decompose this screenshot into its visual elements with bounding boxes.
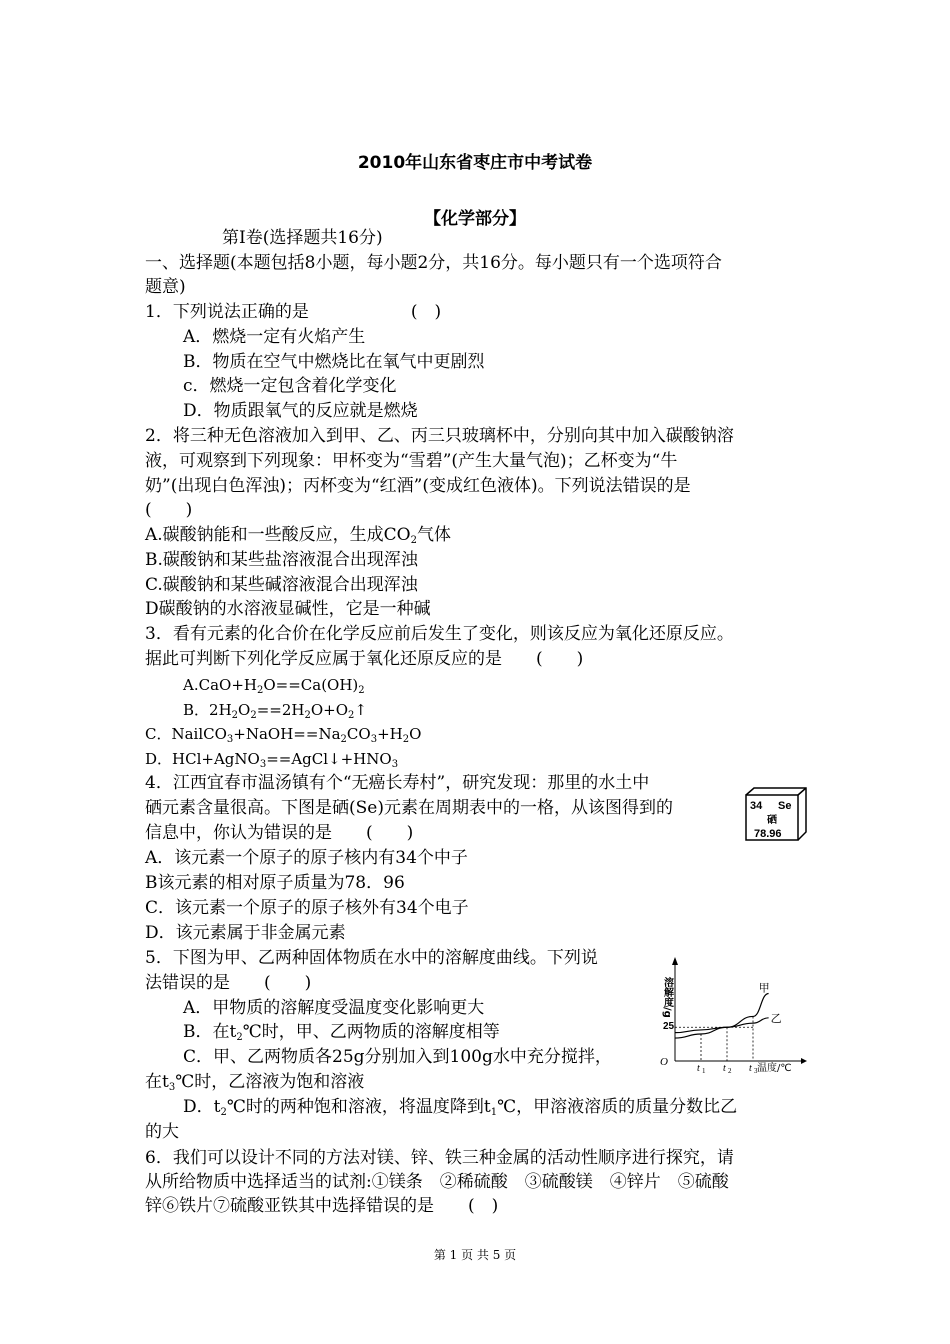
q2-option-b: B.碳酸钠和某些盐溶液混合出现浑浊 <box>145 550 418 570</box>
q2-stem-2: 液，可观察到下列现象：甲杯变为“雪碧”(产生大量气泡)；乙杯变为“牛 <box>145 451 678 471</box>
part-label: 第Ⅰ卷(选择题共16分) <box>222 228 383 248</box>
q2-stem-4: ( ) <box>145 500 193 520</box>
x-tick-t2: t <box>723 1063 726 1073</box>
y-tick-25: 25 <box>663 1021 675 1032</box>
instructions-line-2: 题意) <box>145 277 186 297</box>
q4-option-a: A．该元素一个原子的原子核内有34个中子 <box>145 848 468 868</box>
q6-stem-1: 6．我们可以设计不同的方法对镁、锌、铁三种金属的活动性顺序进行探究，请 <box>145 1148 734 1168</box>
x-tick-sub-2: 2 <box>728 1067 732 1073</box>
tile-edge <box>798 788 806 795</box>
x-tick-sub-1: 1 <box>702 1067 706 1073</box>
tile-atomic-mass: 78.96 <box>754 828 782 840</box>
q1-option-c: c．燃烧一定包含着化学变化 <box>183 376 397 396</box>
q5-option-c-1: C．甲、乙两物质各25g分别加入到100g水中充分搅拌， <box>183 1047 612 1067</box>
curve-yi <box>675 1018 769 1033</box>
exam-title: 2010年山东省枣庄市中考试卷 <box>357 153 593 173</box>
y-axis-label: 溶解度/g <box>661 977 673 1018</box>
x-axis-label: 温度/℃ <box>757 1063 792 1073</box>
q2-option-c: C.碳酸钠和某些碱溶液混合出现浑浊 <box>145 575 418 595</box>
q3-option-c: C．$NailCO_3+NaOH==Na_2CO_3+H_2O$ <box>145 725 422 745</box>
origin-label: O <box>660 1056 668 1068</box>
x-axis-arrow <box>801 1058 807 1064</box>
q4-option-b: B该元素的相对原子质量为78．96 <box>145 873 405 893</box>
q3-stem-1: 3．看有元素的化合价在化学反应前后发生了变化，则该反应为氧化还原反应。 <box>145 624 734 644</box>
page-footer: 第 1 页 共 5 页 <box>433 1248 517 1262</box>
q1-option-a: A．燃烧一定有火焰产生 <box>183 327 366 347</box>
q5-stem-1: 5．下图为甲、乙两种固体物质在水中的溶解度曲线。下列说 <box>145 948 598 968</box>
q5-option-b: B．在$t_2℃$时，甲、乙两物质的溶解度相等 <box>183 1022 500 1043</box>
instructions-line-1: 一、选择题(本题包括8小题，每小题2分，共16分。每小题只有一个选项符合 <box>145 253 722 273</box>
section-title: 【化学部分】 <box>424 209 526 229</box>
q5-option-d-1: D．$t_2℃$时的两种饱和溶液，将温度降到$t_1℃$，甲溶液溶质的质量分数比乙 <box>183 1097 738 1118</box>
q3-option-b: B．$2H_2O_2==2H_2O+O_2↑$ <box>183 701 367 721</box>
series-label-yi: 乙 <box>770 1011 782 1025</box>
q4-stem-2: 硒元素含量很高。下图是硒(Se)元素在周期表中的一格，从该图得到的 <box>145 798 673 818</box>
q2-option-d: D碳酸钠的水溶液显碱性，它是一种碱 <box>145 599 431 619</box>
tile-atomic-number: 34 <box>750 800 763 812</box>
q3-stem-2: 据此可判断下列化学反应属于氧化还原反应的是 ( ) <box>145 649 584 669</box>
tile-element-name: 硒 <box>767 815 777 826</box>
series-label-jia: 甲 <box>758 981 770 995</box>
solubility-curve-chart <box>657 955 807 1073</box>
q2-option-a: A.碳酸钠能和一些酸反应，生成$CO_2$气体 <box>145 525 451 546</box>
q2-stem-1: 2．将三种无色溶液加入到甲、乙、丙三只玻璃杯中，分别向其中加入碳酸钠溶 <box>145 426 734 446</box>
q5-option-c-2: 在$t_3℃$时，乙溶液为饱和溶液 <box>145 1072 365 1093</box>
q4-option-c: C．该元素一个原子的原子核外有34个电子 <box>145 898 469 918</box>
q5-option-d-2: 的大 <box>145 1122 179 1142</box>
q5-stem-2: 法错误的是 ( ) <box>145 973 312 993</box>
q4-option-d: D．该元素属于非金属元素 <box>145 923 346 943</box>
q2-stem-3: 奶”(出现白色浑浊)；丙杯变为“红酒”(变成红色液体)。下列说法错误的是 <box>145 476 691 496</box>
selenium-element-tile <box>745 787 807 841</box>
q3-option-a: $A.CaO+H_2O==Ca(OH)_2$ <box>183 676 365 696</box>
q1-stem: 1．下列说法正确的是 ( ) <box>145 302 442 322</box>
q4-stem-1: 4．江西宜春市温汤镇有个“无癌长寿村”，研究发现：那里的水土中 <box>145 773 650 793</box>
x-tick-t1: t <box>697 1063 700 1073</box>
q1-option-b: B．物质在空气中燃烧比在氧气中更剧烈 <box>183 352 485 372</box>
q3-option-d: D．$HCl+AgNO_3==AgCl↓+HNO_3$ <box>145 750 399 770</box>
y-axis-arrow <box>672 957 678 965</box>
q6-stem-2: 从所给物质中选择适当的试剂:①镁条 ②稀硫酸 ③硫酸镁 ④锌片 ⑤硫酸 <box>145 1172 729 1192</box>
x-tick-sub-3: 3 <box>754 1067 758 1073</box>
x-tick-t3: t <box>749 1063 752 1073</box>
q1-option-d: D．物质跟氧气的反应就是燃烧 <box>183 401 418 421</box>
q4-stem-3: 信息中，你认为错误的是 ( ) <box>145 823 414 843</box>
tile-symbol: Se <box>778 800 792 812</box>
q6-stem-3: 锌⑥铁片⑦硫酸亚铁其中选择错误的是 ( ) <box>145 1196 499 1216</box>
q5-option-a: A．甲物质的溶解度受温度变化影响更大 <box>183 998 485 1018</box>
